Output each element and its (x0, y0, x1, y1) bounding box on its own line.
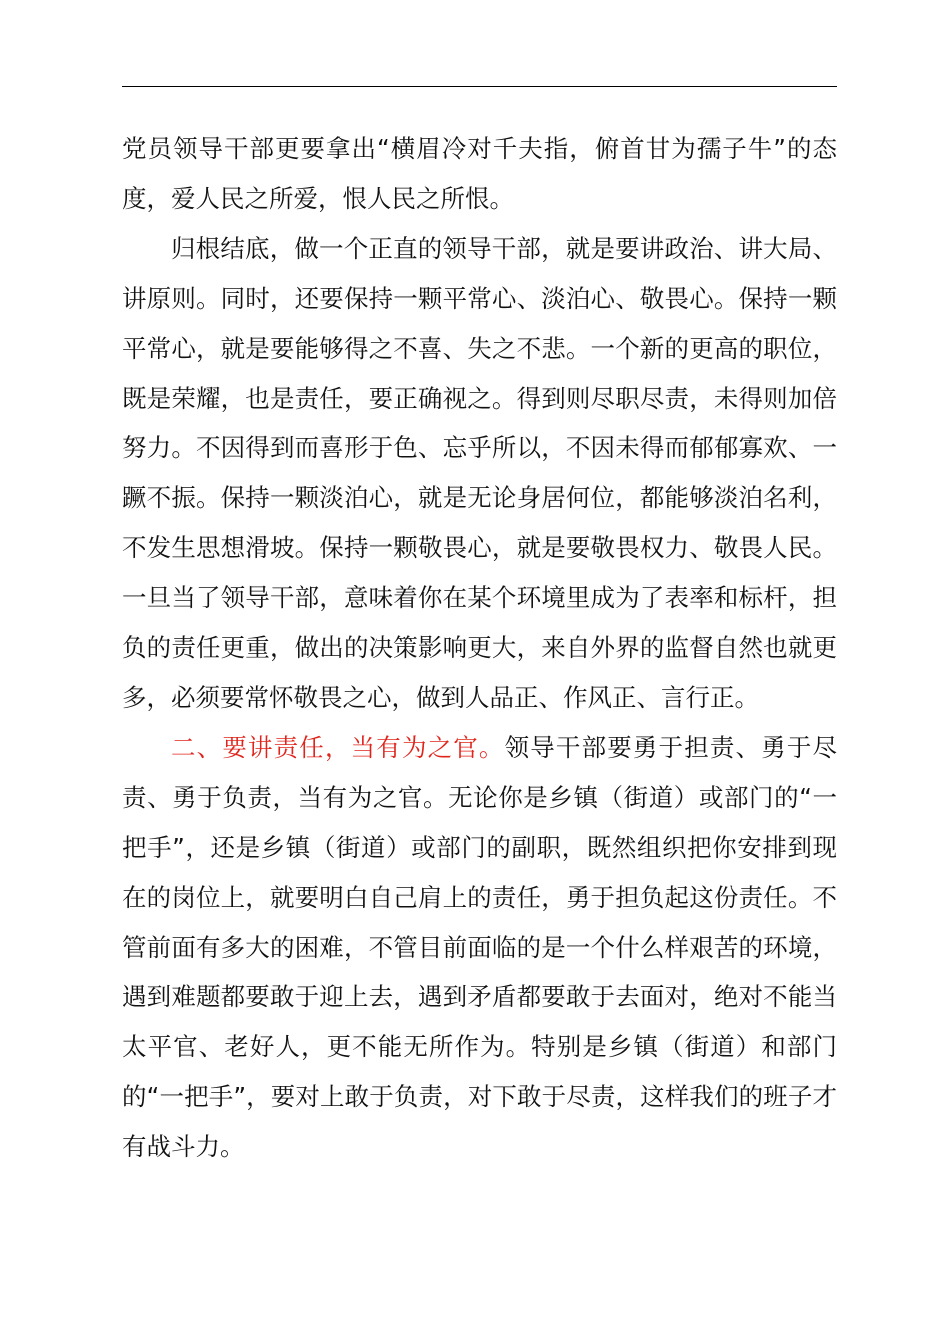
paragraph-text: 党员领导干部更要拿出“横眉冷对千夫指，俯首甘为孺子牛”的态度，爱人民之所爱，恨人民之所恨。 (122, 134, 837, 213)
paragraph-political-principles (122, 224, 837, 723)
paragraph-text: 领导干部要勇于担责、勇于尽责、勇于负责，当有为之官。无论你是乡镇（街道）或部门的“一把手”，还是乡镇（街道）或部门的副职，既然组织把你安排到现在的岗位上，就要明白自己肩上的责任，勇于担负起这份责任。不管前面有多大的困难，不管目前面临的是一个什么样艰苦的环境，遇到难题都要敢于迎上去，遇到矛盾都要敢于去面对，绝对不能当太平官、老好人，更不能无所作为。特别是乡镇（街道）和部门的“一把手”，要对上敢于负责，对下敢于尽责，这样我们的班子才有战斗力。 (122, 732, 838, 1162)
paragraph-responsibility (122, 723, 837, 1172)
paragraph-text: 归根结底，做一个正直的领导干部，就是要讲政治、讲大局、讲原则。同时，还要保持一颗平常心、淡泊心、敬畏心。保持一颗平常心，就是要能够得之不喜、失之不悲。一个新的更高的职位，既是荣耀，也是责任，要正确视之。得到则尽职尽责，未得则加倍努力。不因得到而喜形于色、忘乎所以，不因未得而郁郁寡欢、一蹶不振。保持一颗淡泊心，就是无论身居何位，都能够淡泊名利，不发生思想滑坡。保持一颗敬畏心，就是要敬畏权力、敬畏人民。一旦当了领导干部，意味着你在某个环境里成为了表率和标杆，担负的责任更重，做出的决策影响更大，来自外界的监督自然也就更多，必须要常怀敬畏之心，做到人品正、作风正、言行正。 (122, 233, 837, 712)
paragraph-continuation (122, 124, 837, 224)
header-rule (122, 86, 837, 87)
section-heading: 二、要讲责任，当有为之官。 (171, 732, 505, 762)
body-text (122, 124, 837, 1172)
